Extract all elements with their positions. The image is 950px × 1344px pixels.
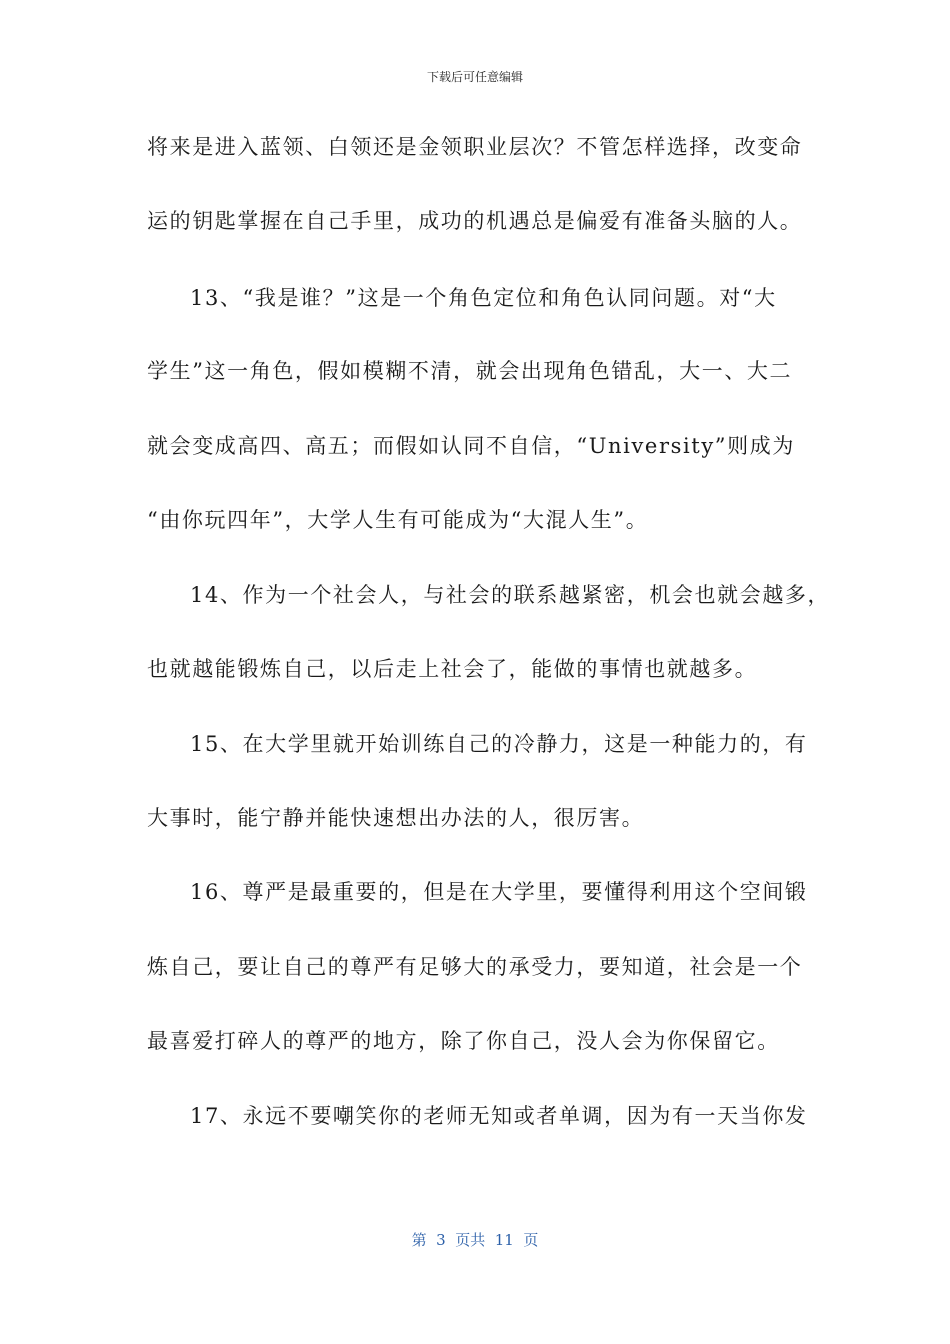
paragraph-16-start: 16、尊严是最重要的，但是在大学里，要懂得利用这个空间锻 [190, 880, 808, 904]
paragraph-13-start: 13、“我是谁？”这是一个角色定位和角色认同问题。对“大 [190, 286, 777, 310]
body-text-line: “由你玩四年”，大学人生有可能成为“大混人生”。 [147, 508, 649, 532]
body-text-line: 炼自己，要让自己的尊严有足够大的承受力，要知道，社会是一个 [147, 955, 803, 979]
body-text-line: 运的钥匙掌握在自己手里，成功的机遇总是偏爱有准备头脑的人。 [147, 209, 803, 233]
body-text-line: 学生”这一角色，假如模糊不清，就会出现角色错乱，大一、大二 [147, 359, 793, 383]
page-number-footer: 第 3 页共 11 页 [411, 1231, 539, 1249]
body-text-line: 最喜爱打碎人的尊严的地方，除了你自己，没人会为你保留它。 [147, 1029, 780, 1053]
body-text-line: 将来是进入蓝领、白领还是金领职业层次？不管怎样选择，改变命 [147, 135, 803, 159]
body-text-line: 就会变成高四、高五；而假如认同不自信，“University”则成为 [147, 434, 795, 458]
paragraph-15-start: 15、在大学里就开始训练自己的冷静力，这是一种能力的，有 [190, 732, 808, 756]
paragraph-14-start: 14、作为一个社会人，与社会的联系越紧密，机会也就会越多， [190, 583, 831, 607]
page-header: 下载后可任意编辑 [426, 70, 523, 84]
body-text-line: 也就越能锻炼自己，以后走上社会了，能做的事情也就越多。 [147, 657, 758, 681]
paragraph-17-start: 17、永远不要嘲笑你的老师无知或者单调，因为有一天当你发 [190, 1104, 808, 1128]
body-text-line: 大事时，能宁静并能快速想出办法的人，很厉害。 [147, 806, 645, 830]
